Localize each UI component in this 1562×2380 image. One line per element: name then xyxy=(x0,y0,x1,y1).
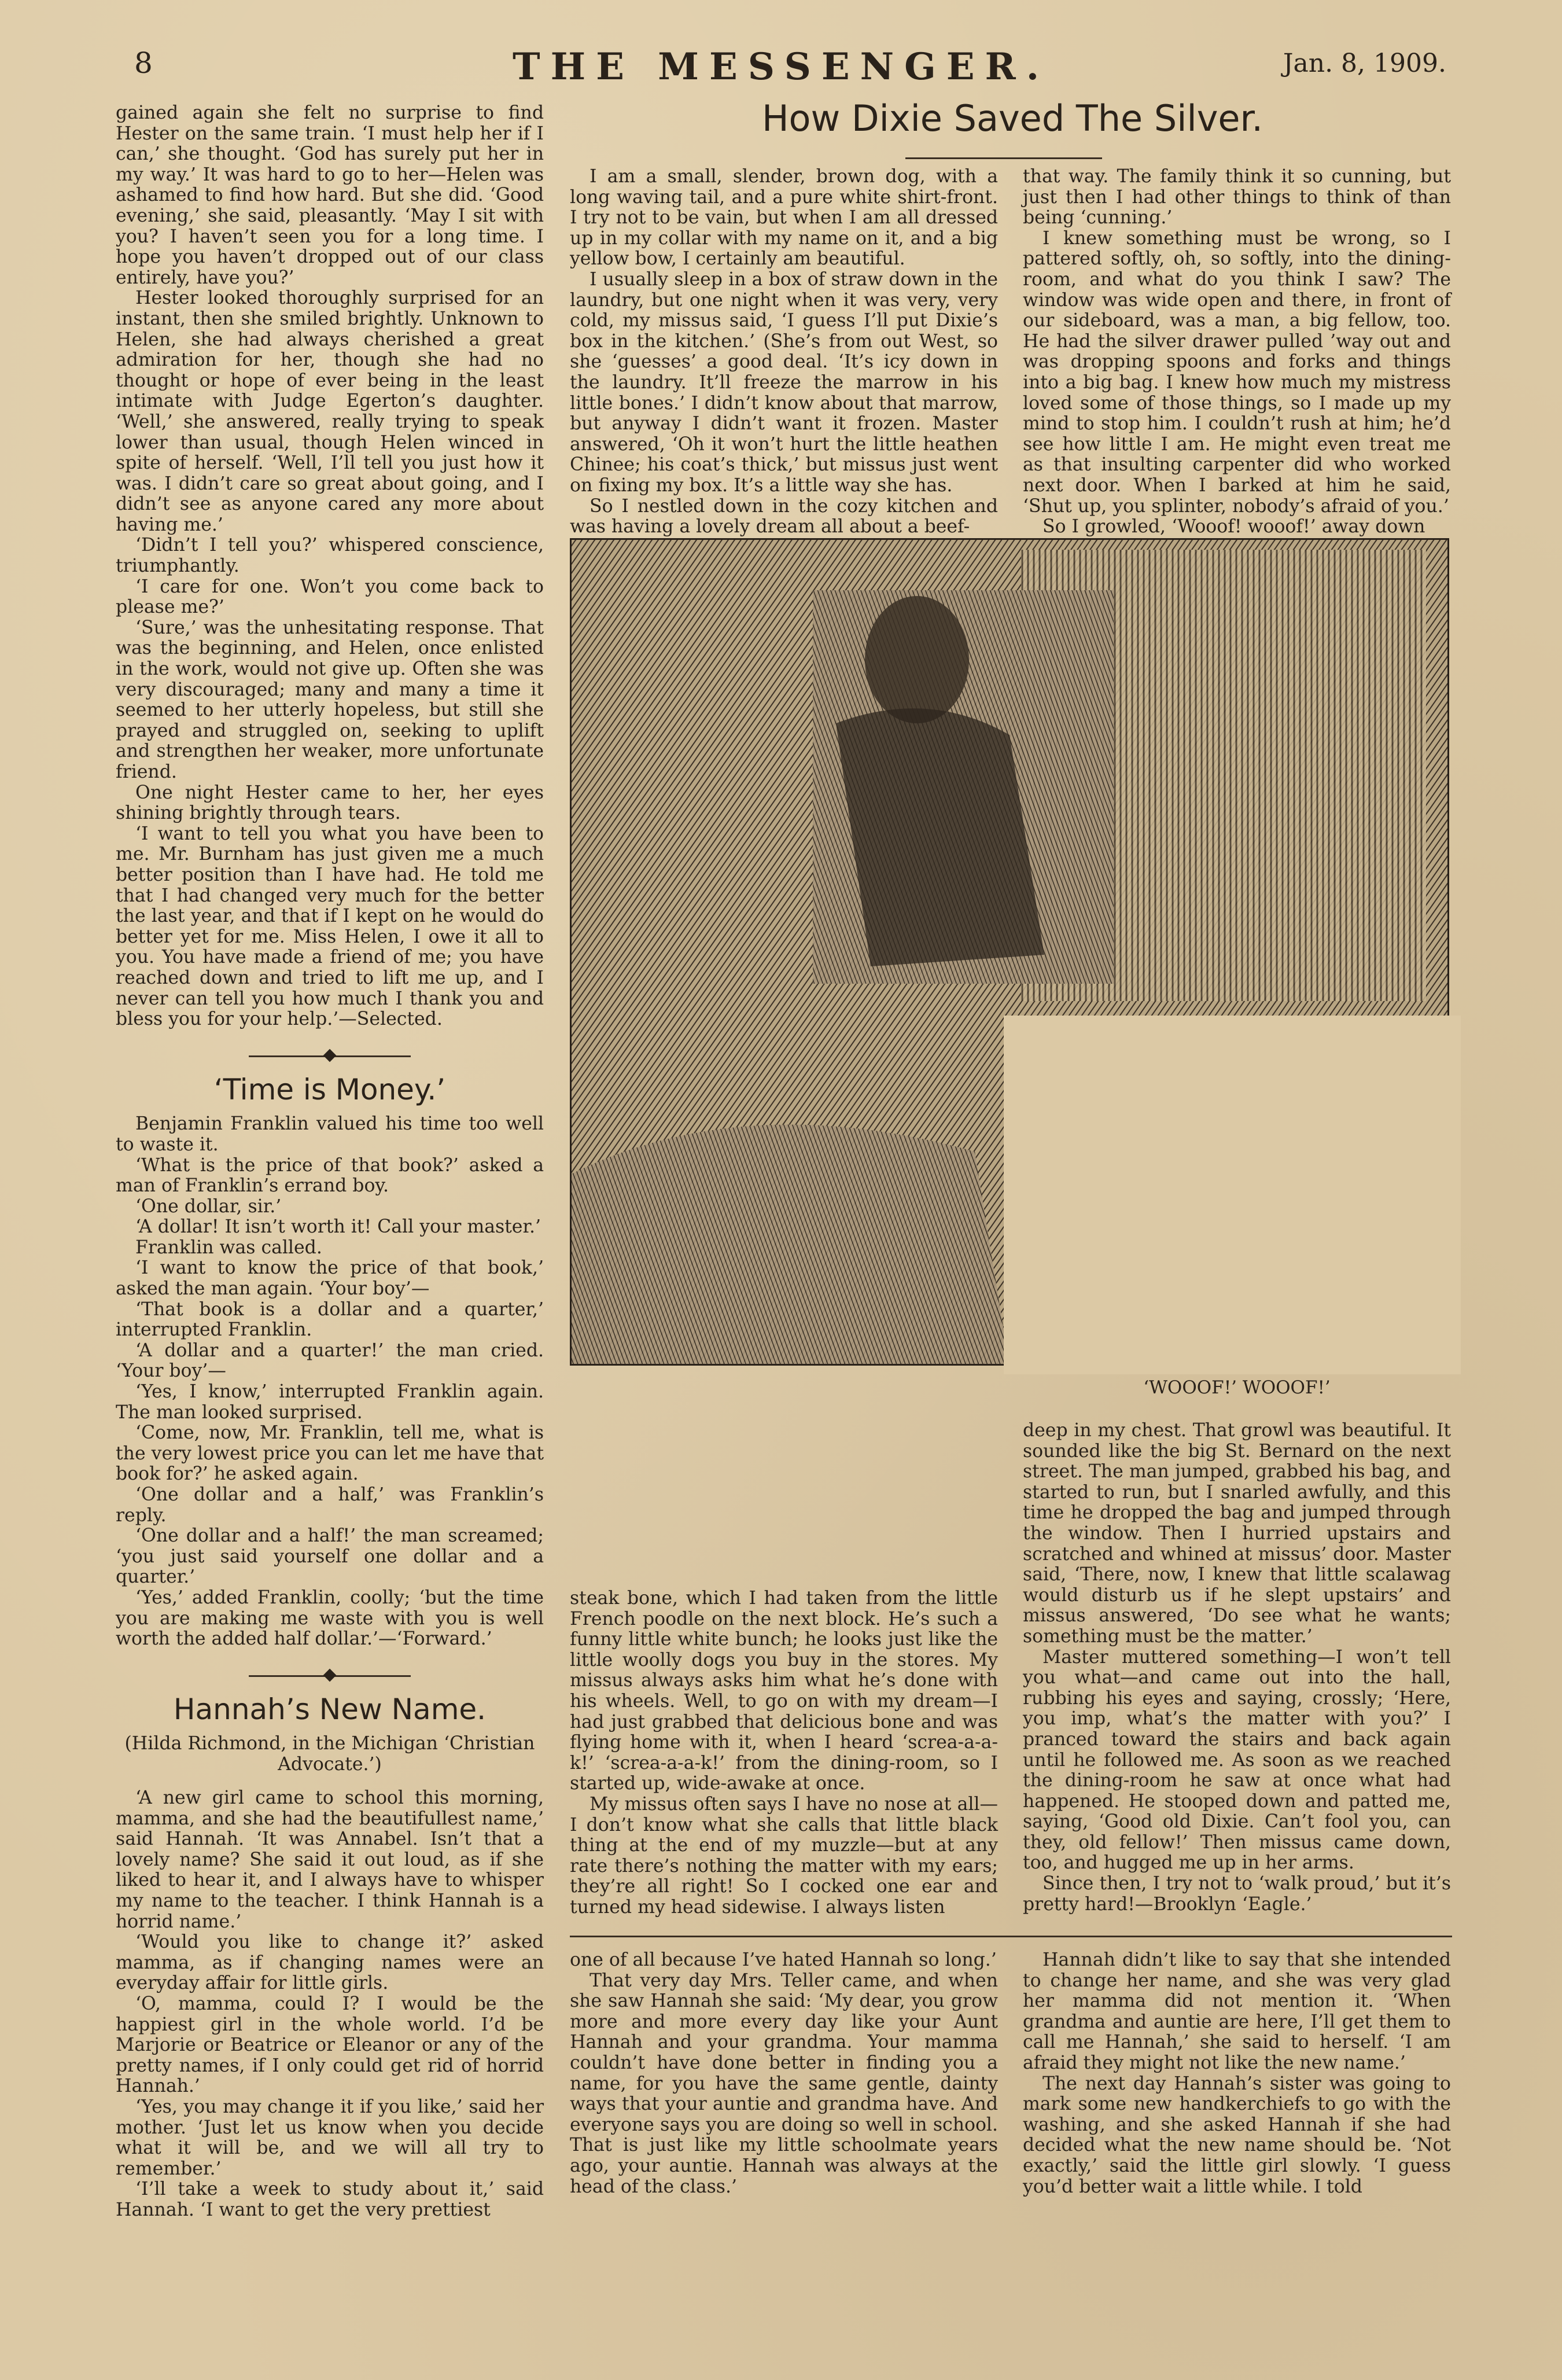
column-2-middle xyxy=(570,1588,998,1918)
byline: (Hilda Richmond, in the Michigan ‘Christian Advocate.’) xyxy=(124,1733,535,1775)
illustration-caption: ‘WOOOF!’ WOOOF!’ xyxy=(1143,1377,1331,1398)
column-3-middle xyxy=(1023,1421,1451,1915)
title-rule xyxy=(905,157,1102,159)
paragraph: ‘Yes, you may change it if you like,’ said her mother. ‘Just let us know when you decide what it will be, and we will all try to remember.’ xyxy=(116,2096,544,2179)
paragraph: So I nestled down in the cozy kitchen and was having a lovely dream all about a beef- xyxy=(570,495,998,538)
column-3-top xyxy=(1023,167,1451,538)
paragraph: So I growled, ‘Wooof! wooof!’ away down xyxy=(1042,516,1425,538)
paragraph: My missus often says I have no nose at all—I don’t know what she calls that little black thing at the end of my muzzle—but at any rate there’s nothing the matter with my ears; they’re all right! So I cocked one ear and turned my head sidewise. I always listen xyxy=(570,1793,998,1918)
issue-date: Jan. 8, 1909. xyxy=(1283,49,1446,78)
paragraph: ‘One dollar and a half,’ was Franklin’s reply. xyxy=(116,1484,544,1526)
paragraph: Benjamin Franklin valued his time too well to waste it. xyxy=(116,1113,544,1155)
masthead-title: THE MESSENGER. xyxy=(513,45,1049,89)
paragraph: ‘One dollar and a half!’ the man screamed; ‘you just said yourself one dollar and a quarter.’ xyxy=(116,1525,544,1588)
paragraph: ‘That book is a dollar and a quarter,’ interrupted Franklin. xyxy=(116,1298,544,1341)
illustration-cutout xyxy=(1004,1016,1461,1374)
section-divider xyxy=(116,1045,544,1068)
paragraph: ‘Come, now, Mr. Franklin, tell me, what is the very lowest price you can let me have that book for?’ he asked again. xyxy=(116,1422,544,1485)
paragraph: I am a small, slender, brown dog, with a long waving tail, and a pure white shirt-front. I try not to be vain, but when I am all dressed up in my collar with my name on it, and a big yellow bow, I certainly am beautiful. xyxy=(570,166,998,270)
paragraph: The next day Hannah’s sister was going to mark some new handkerchiefs to go with the washing, and she asked Hannah if she had decided what the new name should be. ‘Not exactly,’ said the little girl slowly. ‘I guess you’d better wait a little while. I told xyxy=(1023,2073,1451,2197)
page-number: 8 xyxy=(134,46,153,80)
paragraph: ‘Yes,’ added Franklin, coolly; ‘but the time you are making me waste with you is well worth the added half dollar.’—‘Forward.’ xyxy=(116,1587,544,1650)
paragraph: ‘A new girl came to school this morning, mamma, and she had the beautifullest name,’ said Hannah. ‘It was Annabel. Isn’t that a lovely name? She said it out loud, as if she liked to hear it, and I always have to whisper my name to the teacher. I think Hannah is a horrid name.’ xyxy=(116,1787,544,1932)
paragraph: I usually sleep in a box of straw down in the laundry, but one night when it was very, very cold, my missus said, ‘I guess I’ll put Dixie’s box in the kitchen.’ (She’s from out West, so she ‘guesses’ a good deal. ‘It’s icy down in the laundry. It’ll freeze the marrow in his little bones.’ I didn’t know about that marrow, but anyway I didn’t want it frozen. Master answered, ‘Oh it won’t hurt the little heathen Chinee; his coat’s thick,’ but missus just went on fixing my box. It’s a little way she has. xyxy=(570,268,998,496)
paragraph: ‘Didn’t I tell you?’ whispered conscience, triumphantly. xyxy=(116,535,544,577)
paragraph: ‘A dollar and a quarter!’ the man cried. ‘Your boy’— xyxy=(116,1340,544,1382)
paragraph: ‘Sure,’ was the unhesitating response. That was the beginning, and Helen, once enlisted in the work, would not give up. Often she was very discouraged; many and many a time it seemed to her utterly hopeless, but still she prayed and struggled on, seeking to uplift and strengthen her weaker, more unfortunate friend. xyxy=(116,617,544,782)
paragraph: that way. The family think it so cunning, but just then I had other things to think of than being ‘cunning.’ xyxy=(1023,166,1451,229)
paragraph: One night Hester came to her, her eyes shining brightly through tears. xyxy=(116,782,544,824)
paragraph: steak bone, which I had taken from the little French poodle on the next block. He’s such a funny little white bunch; he looks just like the little woolly dogs you buy in the stores. My missus always asks him what he’s done with his wheels. Well, to go on with my dream—I had just grabbed that delicious bone and was flying home with it, when I heard ‘screa-a-a-k!’ ‘screa-a-a-k!’ from the dining-room, so I started up, wide-awake at once. xyxy=(570,1588,998,1794)
paragraph: ‘Would you like to change it?’ asked mamma, as if changing names were an everyday affair for little girls. xyxy=(116,1932,544,1994)
hannah-column-3 xyxy=(1023,1950,1451,2197)
paragraph: Hannah didn’t like to say that she intended to change her name, and she was very glad her mamma did not mention it. ‘When grandma and auntie are here, I’ll get them to call me Hannah,’ she said to herself. ‘I am afraid they might not like the new name.’ xyxy=(1023,1949,1451,2073)
paragraph: ‘I want to know the price of that book,’ asked the man again. ‘Your boy’— xyxy=(116,1257,544,1300)
paragraph: ‘One dollar, sir.’ xyxy=(135,1195,282,1217)
paragraph: Since then, I try not to ‘walk proud,’ but it’s pretty hard!—Brooklyn ‘Eagle.’ xyxy=(1023,1873,1451,1915)
paragraph: gained again she felt no surprise to find Hester on the same train. ‘I must help her if I can,’ she thought. ‘God has surely put her in my way.’ It was hard to go to her—Helen was ashamed to find how hard. But she did. ‘Good evening,’ she said, pleasantly. ‘May I sit with you? I haven’t seen you for a long time. I hope you haven’t dropped out of our class entirely, have you?’ xyxy=(116,102,544,288)
paragraph: ‘I want to tell you what you have been to me. Mr. Burnham has just given me a much better position than I have had. He told me that I had changed very much for the better the last year, and that if I kept on he would do better yet for me. Miss Helen, I owe it all to you. You have made a friend of me; you have reached down and tried to lift me up, and I never can tell you how much I thank you and bless you for your help.’—Selected. xyxy=(116,823,544,1030)
article-end-rule xyxy=(570,1936,1452,1937)
column-1 xyxy=(116,103,544,1783)
paragraph: ‘A dollar! It isn’t worth it! Call your master.’ xyxy=(135,1216,541,1238)
section-divider xyxy=(116,1665,544,1688)
paragraph: deep in my chest. That growl was beautiful. It sounded like the big St. Bernard on the next street. The man jumped, grabbed his bag, and started to run, but I snarled awfully, and this time he dropped the bag and jumped through the window. Then I hurried upstairs and scratched and whined at missus’ door. Master said, ‘There, now, I knew that little scalawag would disturb us if he slept upstairs’ and missus answered, ‘Do see what he wants; something must be the matter.’ xyxy=(1023,1420,1451,1647)
paragraph: ‘I’ll take a week to study about it,’ said Hannah. ‘I want to get the very prettiest xyxy=(116,2179,544,2220)
paragraph: one of all because I’ve hated Hannah so long.’ xyxy=(570,1949,997,1970)
hannah-column-1 xyxy=(116,1788,544,2220)
paragraph: ‘I care for one. Won’t you come back to please me?’ xyxy=(116,576,544,618)
article-title-time-is-money: ‘Time is Money.’ xyxy=(213,1072,446,1106)
paragraph: ‘O, mamma, could I? I would be the happiest girl in the whole world. I’d be Marjorie or Beatrice or Eleanor or any of the pretty names, if I only could get rid of horrid Hannah.’ xyxy=(116,1993,544,2097)
article-title-hannah: Hannah’s New Name. xyxy=(173,1692,487,1726)
column-2-top xyxy=(570,167,998,538)
paragraph: That very day Mrs. Teller came, and when she saw Hannah she said: ‘My dear, you grow more and more every day like your Aunt Hannah and your grandma. Your mamma couldn’t have done better in finding you a name, for you have the same gentle, dainty ways that your auntie and grandma have. And everyone says you are doing so well in school. That is just like my little schoolmate years ago, your auntie. Hannah was always at the head of the class.’ xyxy=(570,1970,998,2197)
article-title-dixie: How Dixie Saved The Silver. xyxy=(761,97,1263,139)
paragraph: I knew something must be wrong, so I pattered softly, oh, so softly, into the dining-room, and what do you think I saw? The window was wide open and there, in front of our sideboard, was a man, a big fellow, too. He had the silver drawer pulled ’way out and was dropping spoons and forks and things into a big bag. I knew how much my mistress loved some of those things, so I made up my mind to stop him. I couldn’t rush at him; he’d see how little I am. He might even treat me as that insulting carpenter did who worked next door. When I barked at him he said, ‘Shut up, you splinter, nobody’s afraid of you.’ xyxy=(1023,227,1451,517)
paragraph: ‘Yes, I know,’ interrupted Franklin again. The man looked surprised. xyxy=(116,1381,544,1423)
hannah-column-2 xyxy=(570,1950,998,2197)
paragraph: Master muttered something—I won’t tell you what—and came out into the hall, rubbing his eyes and saying, crossly; ‘Here, you imp, what’s the matter with you?’ I pranced toward the stairs and back again until he followed me. As soon as we reached the dining-room he saw at once what had happened. He stooped down and patted me, saying, ‘Good old Dixie. Can’t fool you, can they, old fellow!’ Then missus came down, too, and hugged me up in her arms. xyxy=(1023,1646,1451,1874)
paragraph: ‘What is the price of that book?’ asked a man of Franklin’s errand boy. xyxy=(116,1154,544,1197)
paragraph: Franklin was called. xyxy=(135,1237,322,1258)
paragraph: Hester looked thoroughly surprised for an instant, then she smiled brightly. Unknown to Helen, she had always cherished a great admiration for her, though she had no thought or hope of ever being in the least intimate with Judge Egerton’s daughter. ‘Well,’ she answered, really trying to speak lower than usual, though Helen winced in spite of herself. ‘Well, I’ll tell you just how it was. I didn’t care so great about going, and I didn’t see as anyone cared any more about having me.’ xyxy=(116,288,544,535)
